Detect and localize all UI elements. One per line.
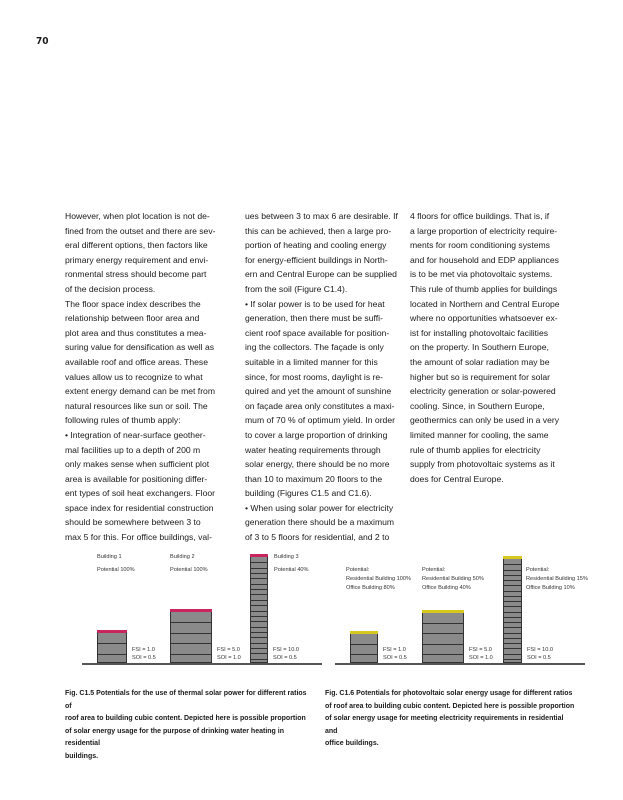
floor-line [251,584,267,585]
floor-line [251,653,267,654]
text-line: mum of 70 % of optimum yield. In order [245,415,395,426]
text-column-1 [65,209,243,545]
building-3 [250,556,268,663]
text-line: values allow us to recognize to what [65,371,203,382]
potential-line: Office Building 80% [346,585,395,591]
text-line: plot area and thus constitutes a mea- [65,327,207,338]
text-line: water heating requirements through [245,444,381,455]
text-line: ing the collectors. The façade is only [245,342,384,353]
text-line: should be somewhere between 3 to [65,517,201,528]
text-line: fined from the outset and there are sev- [65,225,216,236]
text-line: supply from photovoltaic systems as it [410,459,555,470]
text-line: mal facilities up to a depth of 200 m [65,444,201,455]
floor-line [98,654,126,655]
text-line: natural resources like sun or soil. The [65,400,208,411]
caption-line: Potentials for the use of thermal solar power for different ratios of [65,690,307,710]
text-line: ent types of soil heat exchangers. Floor [65,488,215,499]
text-line: portion of heating and cooling energy [245,240,387,251]
text-line: ronmental stress should become part [65,269,207,280]
ground-line-fig1 [82,663,322,665]
floor-line [504,591,521,592]
floor-line [504,643,521,644]
caption-fig-c1-6 [325,688,575,751]
potential-line: Office Building 40% [422,585,471,591]
roof-solar-area [422,610,464,613]
text-line: building (Figures C1.5 and C1.6). [245,488,372,499]
floor-line [251,573,267,574]
text-line: of 3 to 5 floors for residential, and 2 to [245,532,390,543]
potential-line: Office Building 10% [526,585,575,591]
roof-solar-area [170,609,212,612]
caption-line: Potentials for photovoltaic solar energy usage for different ratios [356,690,573,697]
floor-line [251,621,267,622]
floor-line [504,564,521,565]
text-column-2 [245,209,423,545]
text-line: this can be achieved, then a large pro- [245,225,392,236]
page-number: 70 [36,36,49,47]
caption-line: of solar energy usage for meeting electricity requirements in residential and [325,715,564,735]
text-line: limited manner for cooling, the same [410,429,549,440]
text-line: rule of thumb applies for electricity [410,444,541,455]
floor-line [504,580,521,581]
floor-line [504,654,521,655]
text-line: since, for most rooms, daylight is re- [245,371,384,382]
potential-line: Residential Building 100% [346,576,411,582]
building-potential: Potential 40% [274,567,309,573]
text-line: higher but so is requirement for solar [410,371,550,382]
building-3 [503,558,522,663]
building-2 [422,612,464,663]
text-line: space index for residential construction [65,502,214,513]
text-line: the amount of solar radiation may be [410,356,550,367]
text-line: ues between 3 to max 6 are desirable. If [245,211,398,221]
potential-line: Residential Building 50% [422,576,484,582]
text-line: only makes sense when sufficient plot [65,459,210,470]
text-line: solar energy, there should be no more [245,459,390,470]
building-potential: Potential 100% [97,567,135,573]
caption-line: office buildings. [325,740,379,747]
building-name: Building 2 [170,554,195,560]
caption-line: roof area to building cubic content. Depicted here is possible proportion [65,715,306,722]
fsi-label: FSI = 10.0 [273,647,299,653]
text-line: This rule of thumb applies for buildings [410,283,558,294]
fsi-label: FSI = 1.0 [132,647,155,653]
floor-line [423,654,463,655]
ground-line-fig2 [335,663,585,665]
floor-line [504,601,521,602]
floor-line [251,616,267,617]
floor-line [251,648,267,649]
floor-line [251,562,267,563]
text-line: generation, then there must be suffi- [245,313,383,324]
text-line: • Integration of near-surface geother- [65,429,206,440]
text-line: for energy-efficient buildings in North- [245,254,388,265]
fsi-label [527,646,553,662]
text-line: suitable in a limited manner for this [245,356,378,367]
floor-line [251,637,267,638]
floor-line [251,594,267,595]
building-1 [350,633,378,663]
text-line: geothermics can only be used in a very [410,415,560,426]
text-line: ist for installing photovoltaic facilities [410,327,549,338]
soi-label: SOI = 0.5 [132,655,156,661]
text-column-3 [410,209,588,486]
floor-line [423,644,463,645]
text-line: • When using solar power for electricity [245,502,394,513]
caption-fig-c1-5 [65,688,315,763]
floor-line [251,659,267,660]
fsi-label: FSI = 5.0 [469,647,492,653]
floor-line [171,622,211,623]
potential-line: Potential: [346,567,370,573]
text-line: than 10 to maximum 20 floors to the [245,473,383,484]
potential-line: Residential Building 15% [526,576,588,582]
text-line: extent energy demand can be met from [65,386,215,397]
floor-line [504,570,521,571]
floor-line [504,648,521,649]
fsi-label: FSI = 10.0 [527,647,553,653]
floor-line [251,600,267,601]
building-name: Building 3 [274,554,299,560]
fsi-label [217,646,241,662]
potential-line: Potential: [526,567,550,573]
floor-line [251,589,267,590]
building-name: Building 1 [97,554,122,560]
fsi-label [383,646,407,662]
roof-solar-area [350,631,378,634]
floor-line [251,632,267,633]
floor-line [504,622,521,623]
fsi-label: FSI = 5.0 [217,647,240,653]
floor-line [171,654,211,655]
floor-line [504,633,521,634]
text-line: following rules of thumb apply: [65,415,181,426]
text-line: does for Central Europe. [410,473,504,484]
text-line: relationship between floor area and [65,313,200,324]
floor-line [351,654,377,655]
text-line: 4 floors for office buildings. That is, if [410,211,550,221]
floor-line [171,643,211,644]
floor-line [423,633,463,634]
text-line: to cover a large proportion of drinking [245,429,388,440]
floor-line [98,643,126,644]
floor-line [504,638,521,639]
text-line: available roof and office areas. These [65,356,209,367]
text-line: located in Northern and Central Europe [410,298,560,309]
fsi-label [469,646,493,662]
text-line: generation there should be a maximum [245,517,395,528]
text-line: area is available for positioning differ- [65,473,208,484]
floor-line [251,627,267,628]
soi-label: SOI = 0.5 [383,655,407,661]
caption-label: Fig. C1.6 [325,690,355,697]
text-line: eral different options, then factors like [65,240,208,251]
fsi-label: FSI = 1.0 [383,647,406,653]
caption-line: buildings. [65,752,99,760]
roof-solar-area [503,556,522,559]
building-2 [170,611,212,663]
fsi-label [273,646,299,662]
floor-line [504,659,521,660]
text-line: suring value for densification as well as [65,342,215,353]
text-line: The floor space index describes the [65,298,201,309]
text-line: on façade area only constitutes a maxi- [245,400,395,411]
text-line: is to be met via photovoltaic systems. [410,269,553,280]
floor-line [171,633,211,634]
floor-line [504,627,521,628]
text-line: and for household and EDP appliances [410,254,559,265]
text-line: cooling. Since, in Southern Europe, [410,400,545,411]
caption-line: of solar energy usage for the purpose of drinking water heating in residential [65,727,284,747]
floor-line [251,611,267,612]
caption-label: Fig. C1.5 [65,690,95,697]
text-line: quired and yet the amount of sunshine [245,386,392,397]
floor-line [251,578,267,579]
caption-line: of roof area to building cubic content. Depicted here is possible proportion [325,702,575,710]
floor-line [251,643,267,644]
roof-solar-area [97,630,127,633]
floor-line [351,644,377,645]
text-line: ern and Central Europe can be supplied [245,269,397,280]
floor-line [504,596,521,597]
text-line: of the decision process. [65,283,156,294]
text-line: from the soil (Figure C1.4). [245,283,348,294]
soi-label: SOI = 1.0 [217,655,241,661]
floor-line [251,568,267,569]
text-line: a large proportion of electricity require- [410,225,558,236]
text-line: However, when plot location is not de- [65,211,210,221]
text-line: cient roof space available for position- [245,327,390,338]
potential-line: Potential: [422,567,446,573]
text-line: electricity generation or solar-powered [410,386,556,397]
floor-line [504,617,521,618]
building-1 [97,632,127,663]
text-line: primary energy requirement and envi- [65,254,209,265]
soi-label: SOI = 0.5 [527,655,551,661]
soi-label: SOI = 1.0 [469,655,493,661]
text-line: where no opportunities whatsoever ex- [410,313,558,324]
floor-line [423,623,463,624]
floor-line [504,606,521,607]
floor-line [504,575,521,576]
text-line: • If solar power is to be used for heat [245,298,385,309]
floor-line [504,585,521,586]
roof-solar-area [250,554,268,557]
text-line: on the property. In Southern Europe, [410,342,549,353]
text-line: ments for room conditioning systems [410,240,550,251]
building-potential: Potential 100% [170,567,208,573]
floor-line [504,612,521,613]
text-line: max 5 for this. For office buildings, val- [65,532,212,543]
floor-line [251,605,267,606]
fsi-label [132,646,156,662]
soi-label: SOI = 0.5 [273,655,297,661]
